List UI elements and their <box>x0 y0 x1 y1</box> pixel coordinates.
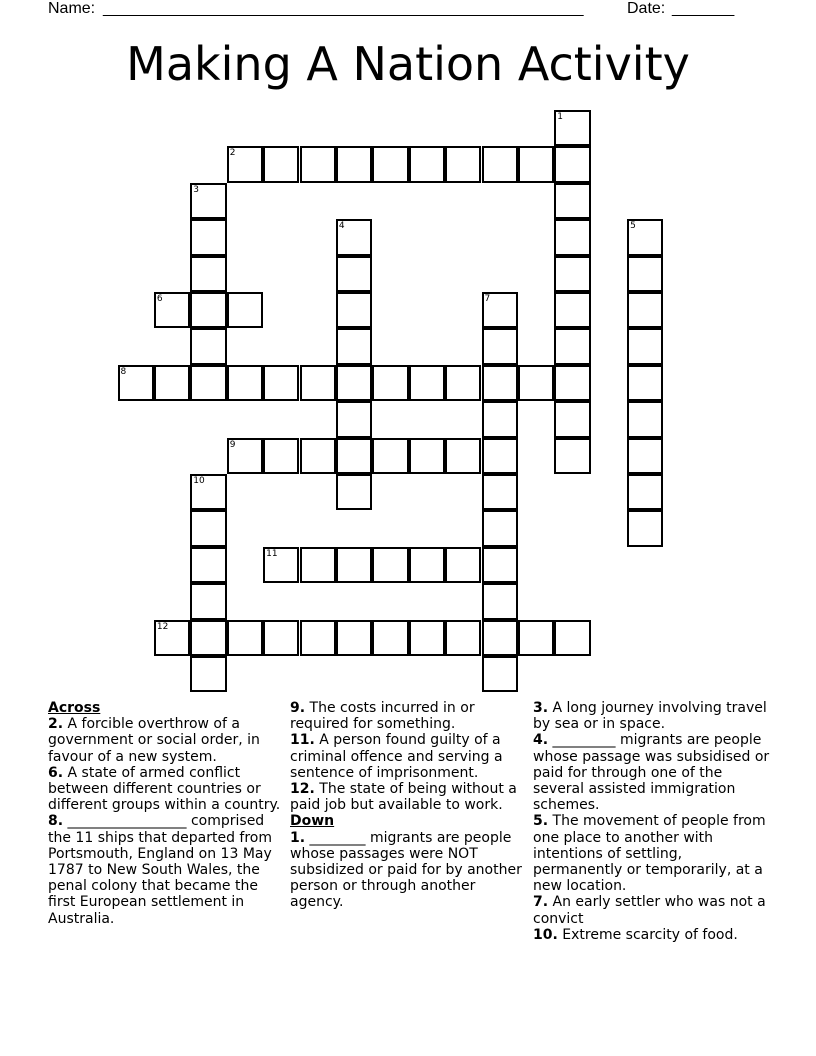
grid-cell[interactable] <box>627 438 663 474</box>
grid-cell[interactable] <box>190 183 226 219</box>
clue-number: 7. <box>533 894 549 911</box>
across-heading: Across <box>48 700 101 716</box>
cell-number: 7 <box>484 294 491 304</box>
name-label: Name: <box>48 0 96 17</box>
grid-cell[interactable] <box>190 328 226 364</box>
grid-cell[interactable] <box>482 474 518 510</box>
grid-cell[interactable] <box>627 219 663 255</box>
clue-text: A forcible overthrow of a government or social order, in favour of a new system. <box>48 716 260 765</box>
grid-cell[interactable] <box>227 438 263 474</box>
clue-across-8 <box>48 813 283 926</box>
grid-cell[interactable] <box>372 146 408 182</box>
date-blank: _______ <box>672 0 735 17</box>
grid-cell[interactable] <box>336 620 372 656</box>
grid-cell[interactable] <box>336 474 372 510</box>
clue-number: 11. <box>290 732 315 749</box>
grid-cell[interactable] <box>445 365 481 401</box>
clue-number: 3. <box>533 700 549 716</box>
grid-cell[interactable] <box>190 510 226 546</box>
grid-cell[interactable] <box>482 547 518 583</box>
grid-cell[interactable] <box>154 365 190 401</box>
clue-down-4 <box>533 732 773 813</box>
grid-cell[interactable] <box>518 365 554 401</box>
clue-across-9 <box>290 700 525 732</box>
cell-number: 6 <box>156 294 163 304</box>
grid-cell[interactable] <box>190 656 226 692</box>
clue-number: 10. <box>533 926 558 943</box>
grid-cell[interactable] <box>263 146 299 182</box>
cell-number: 3 <box>193 184 200 195</box>
grid-cell[interactable] <box>554 219 590 255</box>
clue-across-12 <box>290 781 525 813</box>
clue-down-3 <box>533 700 773 732</box>
date-label: Date: <box>627 0 666 17</box>
grid-cell[interactable] <box>482 583 518 619</box>
clue-across-6 <box>48 765 283 814</box>
grid-cell[interactable] <box>445 438 481 474</box>
grid-cell[interactable] <box>482 328 518 364</box>
grid-cell[interactable] <box>336 146 372 182</box>
grid-cell[interactable] <box>227 146 263 182</box>
cell-number: 12 <box>156 621 169 632</box>
grid-cell[interactable] <box>336 401 372 437</box>
grid-cell[interactable] <box>445 547 481 583</box>
grid-cell[interactable] <box>518 620 554 656</box>
grid-cell[interactable] <box>190 620 226 656</box>
cell-number: 4 <box>338 221 345 232</box>
grid-cell[interactable] <box>409 620 445 656</box>
grid-cell[interactable] <box>190 583 226 619</box>
grid-cell[interactable] <box>627 474 663 510</box>
grid-cell[interactable] <box>409 365 445 401</box>
clue-number: 4. <box>533 732 549 749</box>
grid-cell[interactable] <box>336 365 372 401</box>
clue-text: A person found guilty of a criminal offence and serving a sentence of imprisonment. <box>290 732 503 781</box>
cell-number: 9 <box>229 439 236 450</box>
grid-cell[interactable] <box>154 292 190 328</box>
clue-down-10 <box>533 927 773 943</box>
grid-cell[interactable] <box>627 256 663 292</box>
grid-cell[interactable] <box>554 365 590 401</box>
grid-cell[interactable] <box>227 365 263 401</box>
down-heading: Down <box>290 813 335 830</box>
clue-number: 2. <box>48 716 64 733</box>
clue-text: The costs incurred in or required for something. <box>290 700 475 733</box>
grid-cell[interactable] <box>627 292 663 328</box>
cell-number: 5 <box>630 221 636 232</box>
grid-cell[interactable] <box>482 510 518 546</box>
grid-cell[interactable] <box>372 620 408 656</box>
grid-cell[interactable] <box>190 219 226 255</box>
grid-cell[interactable] <box>300 438 336 474</box>
grid-cell[interactable] <box>336 438 372 474</box>
grid-cell[interactable] <box>409 146 445 182</box>
clue-text: _________ migrants are people whose passage was subsidised or paid for through one of the several assisted immigration schemes. <box>533 732 770 814</box>
clues-column-2 <box>290 700 525 911</box>
cell-number: 11 <box>266 548 278 559</box>
grid-cell[interactable] <box>482 146 518 182</box>
grid-cell[interactable] <box>118 365 154 401</box>
grid-cell[interactable] <box>627 365 663 401</box>
grid-cell[interactable] <box>518 146 554 182</box>
grid-cell[interactable] <box>554 620 590 656</box>
grid-cell[interactable] <box>554 183 590 219</box>
clue-number: 6. <box>48 764 64 781</box>
grid-cell[interactable] <box>554 401 590 437</box>
grid-cell[interactable] <box>263 365 299 401</box>
grid-cell[interactable] <box>372 547 408 583</box>
grid-cell[interactable] <box>372 438 408 474</box>
clue-down-5 <box>533 813 773 894</box>
grid-cell[interactable] <box>190 474 226 510</box>
grid-cell[interactable] <box>336 256 372 292</box>
grid-cell[interactable] <box>482 656 518 692</box>
clue-across-2 <box>48 716 283 765</box>
grid-cell[interactable] <box>336 328 372 364</box>
clues-column-1 <box>48 700 283 927</box>
cell-number: 2 <box>229 148 236 159</box>
clue-text: An early settler who was not a convict <box>533 894 766 927</box>
grid-cell[interactable] <box>300 547 336 583</box>
grid-cell[interactable] <box>554 328 590 364</box>
grid-cell[interactable] <box>263 438 299 474</box>
grid-cell[interactable] <box>227 292 263 328</box>
grid-cell[interactable] <box>263 547 299 583</box>
page-title: Making A Nation Activity <box>126 37 690 91</box>
clues-column-3 <box>533 700 773 943</box>
name-blank: ______________________________________________________ <box>103 0 584 17</box>
grid-cell[interactable] <box>336 547 372 583</box>
clue-number: 12. <box>290 781 315 798</box>
grid-cell[interactable] <box>300 365 336 401</box>
grid-cell[interactable] <box>627 401 663 437</box>
grid-cell[interactable] <box>554 438 590 474</box>
clue-down-7 <box>533 894 773 926</box>
clue-text: Extreme scarcity of food. <box>562 926 738 943</box>
clue-number: 9. <box>290 700 306 716</box>
grid-cell[interactable] <box>554 256 590 292</box>
clue-number: 8. <box>48 813 64 830</box>
cell-number: 10 <box>193 476 205 486</box>
grid-cell[interactable] <box>409 438 445 474</box>
grid-cell[interactable] <box>482 620 518 656</box>
grid-cell[interactable] <box>190 365 226 401</box>
grid-cell[interactable] <box>190 547 226 583</box>
clue-text: The movement of people from one place to another with intentions of settling, permanently or temporarily, at a new location. <box>533 813 766 895</box>
grid-cell[interactable] <box>372 365 408 401</box>
clue-down-1 <box>290 830 525 911</box>
grid-cell[interactable] <box>409 547 445 583</box>
grid-cell[interactable] <box>190 292 226 328</box>
grid-cell[interactable] <box>554 146 590 182</box>
grid-cell[interactable] <box>300 620 336 656</box>
grid-cell[interactable] <box>154 620 190 656</box>
grid-cell[interactable] <box>627 510 663 546</box>
clue-text: A long journey involving travel by sea or in space. <box>533 700 767 733</box>
clue-number: 1. <box>290 829 306 846</box>
grid-cell[interactable] <box>482 401 518 437</box>
grid-cell[interactable] <box>554 110 590 146</box>
grid-cell[interactable] <box>445 146 481 182</box>
clue-text: ________ migrants are people whose passages were NOT subsidized or paid for by another person or through another agency. <box>290 829 522 911</box>
grid-cell[interactable] <box>336 219 372 255</box>
grid-cell[interactable] <box>263 620 299 656</box>
grid-cell[interactable] <box>227 620 263 656</box>
grid-cell[interactable] <box>482 438 518 474</box>
cell-number: 8 <box>120 366 127 377</box>
grid-cell[interactable] <box>190 256 226 292</box>
grid-cell[interactable] <box>554 292 590 328</box>
cell-number: 1 <box>557 112 564 122</box>
clue-across-11 <box>290 732 525 781</box>
grid-cell[interactable] <box>445 620 481 656</box>
grid-cell[interactable] <box>627 328 663 364</box>
grid-cell[interactable] <box>300 146 336 182</box>
grid-cell[interactable] <box>482 292 518 328</box>
grid-cell[interactable] <box>336 292 372 328</box>
clue-text: The state of being without a paid job but available to work. <box>290 781 517 814</box>
clue-text: _________________ comprised the 11 ships that departed from Portsmouth, England on 13 May 1787 to New South Wales, the penal colony that became the first European settlement in Australia. <box>48 813 272 927</box>
grid-cell[interactable] <box>482 365 518 401</box>
clue-number: 5. <box>533 813 549 830</box>
clue-text: A state of armed conflict between different countries or different groups within a country. <box>48 764 281 814</box>
